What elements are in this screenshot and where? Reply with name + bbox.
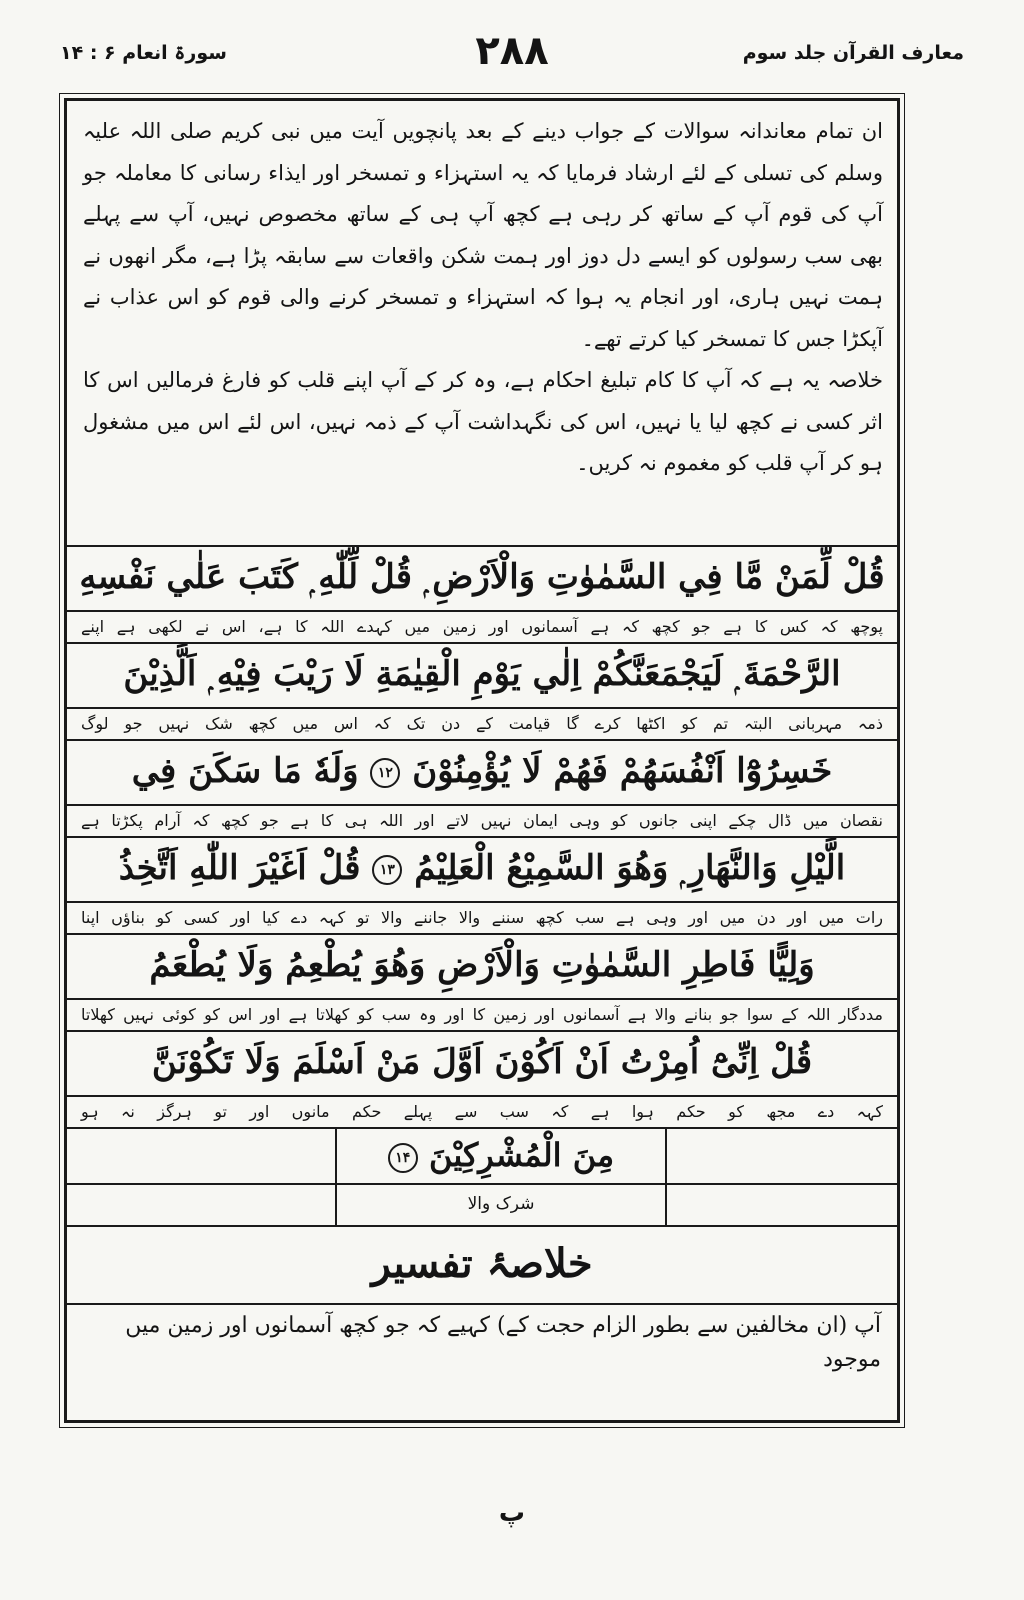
commentary-paragraph: ان تمام معاندانہ سوالات کے جواب دینے کے بعد پانچویں آیت میں نبی کریم صلی اللہ علیہ وسلم کی تسلی کے لئے ارشاد فرمایا کہ یہ استہزاء و تمسخر اور ایذاء رسانی کا معاملہ جو آپ کی قوم آپ کے ساتھ کر رہی ہے کچھ آپ ہی کے ساتھ مخصوص نہیں، آپ سے پہلے بھی سب رسولوں کو ایسے دل دوز اور ہمت شکن واقعات سے سابقہ پڑا ہے، مگر انھوں نے ہمت نہیں ہاری، اور انجام یہ ہوا کہ استہزاء و تمسخر کرنے والی قوم کو اس عذاب نے آپکڑا جس کا تمسخر کیا کرتے تھے۔ <box>83 119 883 351</box>
commentary-text <box>83 111 883 485</box>
ayah-text: وَلَهٗ مَا سَكَنَ فِي <box>131 751 359 791</box>
book-title: معارف القرآن جلد سوم <box>742 42 964 64</box>
final-translation: شرک والا <box>335 1185 667 1225</box>
translation-line: ذمہ مہربانی البتہ تم کو اکٹھا کرے گا قیامت کے دن تک کہ اس میں کچھ شک نہیں جو لوگ <box>67 707 897 739</box>
ayah-line <box>67 1030 897 1095</box>
ayah-line <box>67 642 897 707</box>
translation-line: رات میں اور دن میں اور وہی ہے سب کچھ سننے والا جاننے والا تو کہہ دے کیا اور کسی کو بناؤں اپنا <box>67 901 897 933</box>
final-ayah-row <box>67 1127 897 1183</box>
ayah-line <box>67 545 897 610</box>
translation-line: پوچھ کہ کس کا ہے جو کچھ کہ ہے آسمانوں اور زمین میں کہدے اللہ کا ہے، اس نے لکھی ہے اپنے <box>67 610 897 642</box>
ayah-number-marker: ۱۴ <box>388 1143 418 1173</box>
page-header <box>60 30 964 86</box>
ayah-text: وَلِيًّا فَاطِرِ السَّمٰوٰتِ وَالْاَرْضِ وَهُوَ يُطْعِمُ وَلَا يُطْعَمُ <box>149 945 815 985</box>
ayah-text: مِنَ الْمُشْرِكِيْنَ <box>428 1136 615 1174</box>
translation-line: نقصان میں ڈال چکے اپنی جانوں کو وہی ایمان نہیں لاتے اور اللہ ہی کا ہے جو کچھ کہ آرام پکڑتا ہے <box>67 804 897 836</box>
ayah-text: قُلْ اَغَيْرَ اللّٰهِ اَتَّخِذُ <box>118 848 361 888</box>
ayah-number-marker: ۱۳ <box>372 855 402 885</box>
ayah-line <box>67 739 897 804</box>
final-ayah <box>335 1129 667 1183</box>
tafsir-opening-line: آپ (ان مخالفین سے بطور الزام حجت کے) کہیے کہ جو کچھ آسمانوں اور زمین میں موجود <box>67 1303 897 1377</box>
page-frame <box>64 98 900 1423</box>
verse-table <box>67 545 897 1377</box>
ayah-text: قُلْ اِنِّىْٓ اُمِرْتُ اَنْ اَكُوْنَ اَوَّلَ مَنْ اَسْلَمَ وَلَا تَكُوْنَنَّ <box>151 1042 813 1082</box>
ayah-line <box>67 836 897 901</box>
ayah-text: الَّيْلِ وَالنَّهَارِ ۭ وَهُوَ السَّمِيْعُ الْعَلِيْمُ <box>414 848 846 888</box>
ayah-text: خَسِرُوْٓا اَنْفُسَهُمْ فَهُمْ لَا يُؤْمِنُوْنَ <box>412 751 833 791</box>
footer-catchword: پ <box>498 1498 526 1528</box>
translation-line: کہہ دے مجھ کو حکم ہوا ہے کہ سب سے پہلے حکم مانوں اور تو ہرگز نہ ہو <box>67 1095 897 1127</box>
section-heading: خلاصۂ تفسیر <box>67 1225 897 1303</box>
ayah-line <box>67 933 897 998</box>
ayah-text: قُلْ لِّمَنْ مَّا فِي السَّمٰوٰتِ وَالْاَرْضِ ۭ قُلْ لِّلّٰهِ ۭ كَتَبَ عَلٰي نَفْسِهِ <box>79 557 885 597</box>
translation-line: مددگار اللہ کے سوا جو بنانے والا ہے آسمانوں اور زمین کا اور وہ سب کو کھلاتا ہے اور اس کو کوئی نہیں کھلاتا <box>67 998 897 1030</box>
surah-reference: سورۃ انعام ۶ : ۱۴ <box>60 42 227 64</box>
ayah-number-marker: ۱۲ <box>370 758 400 788</box>
commentary-paragraph: خلاصہ یہ ہے کہ آپ کا کام تبلیغ احکام ہے، وہ کر کے آپ اپنے قلب کو فارغ فرمالیں اس کا اثر کسی نے کچھ لیا یا نہیں، اس کی نگہداشت آپ کے ذمہ نہیں، اس لئے اس میں مشغول ہو کر آپ قلب کو مغموم نہ کریں۔ <box>83 368 883 475</box>
final-translation-row <box>67 1183 897 1225</box>
ayah-text: الرَّحْمَةَ ۭ لَيَجْمَعَنَّكُمْ اِلٰي يَوْمِ الْقِيٰمَةِ لَا رَيْبَ فِيْهِ ۭ اَلَّذِيْنَ <box>123 654 841 694</box>
page-number: ۲۸۸ <box>475 28 549 74</box>
